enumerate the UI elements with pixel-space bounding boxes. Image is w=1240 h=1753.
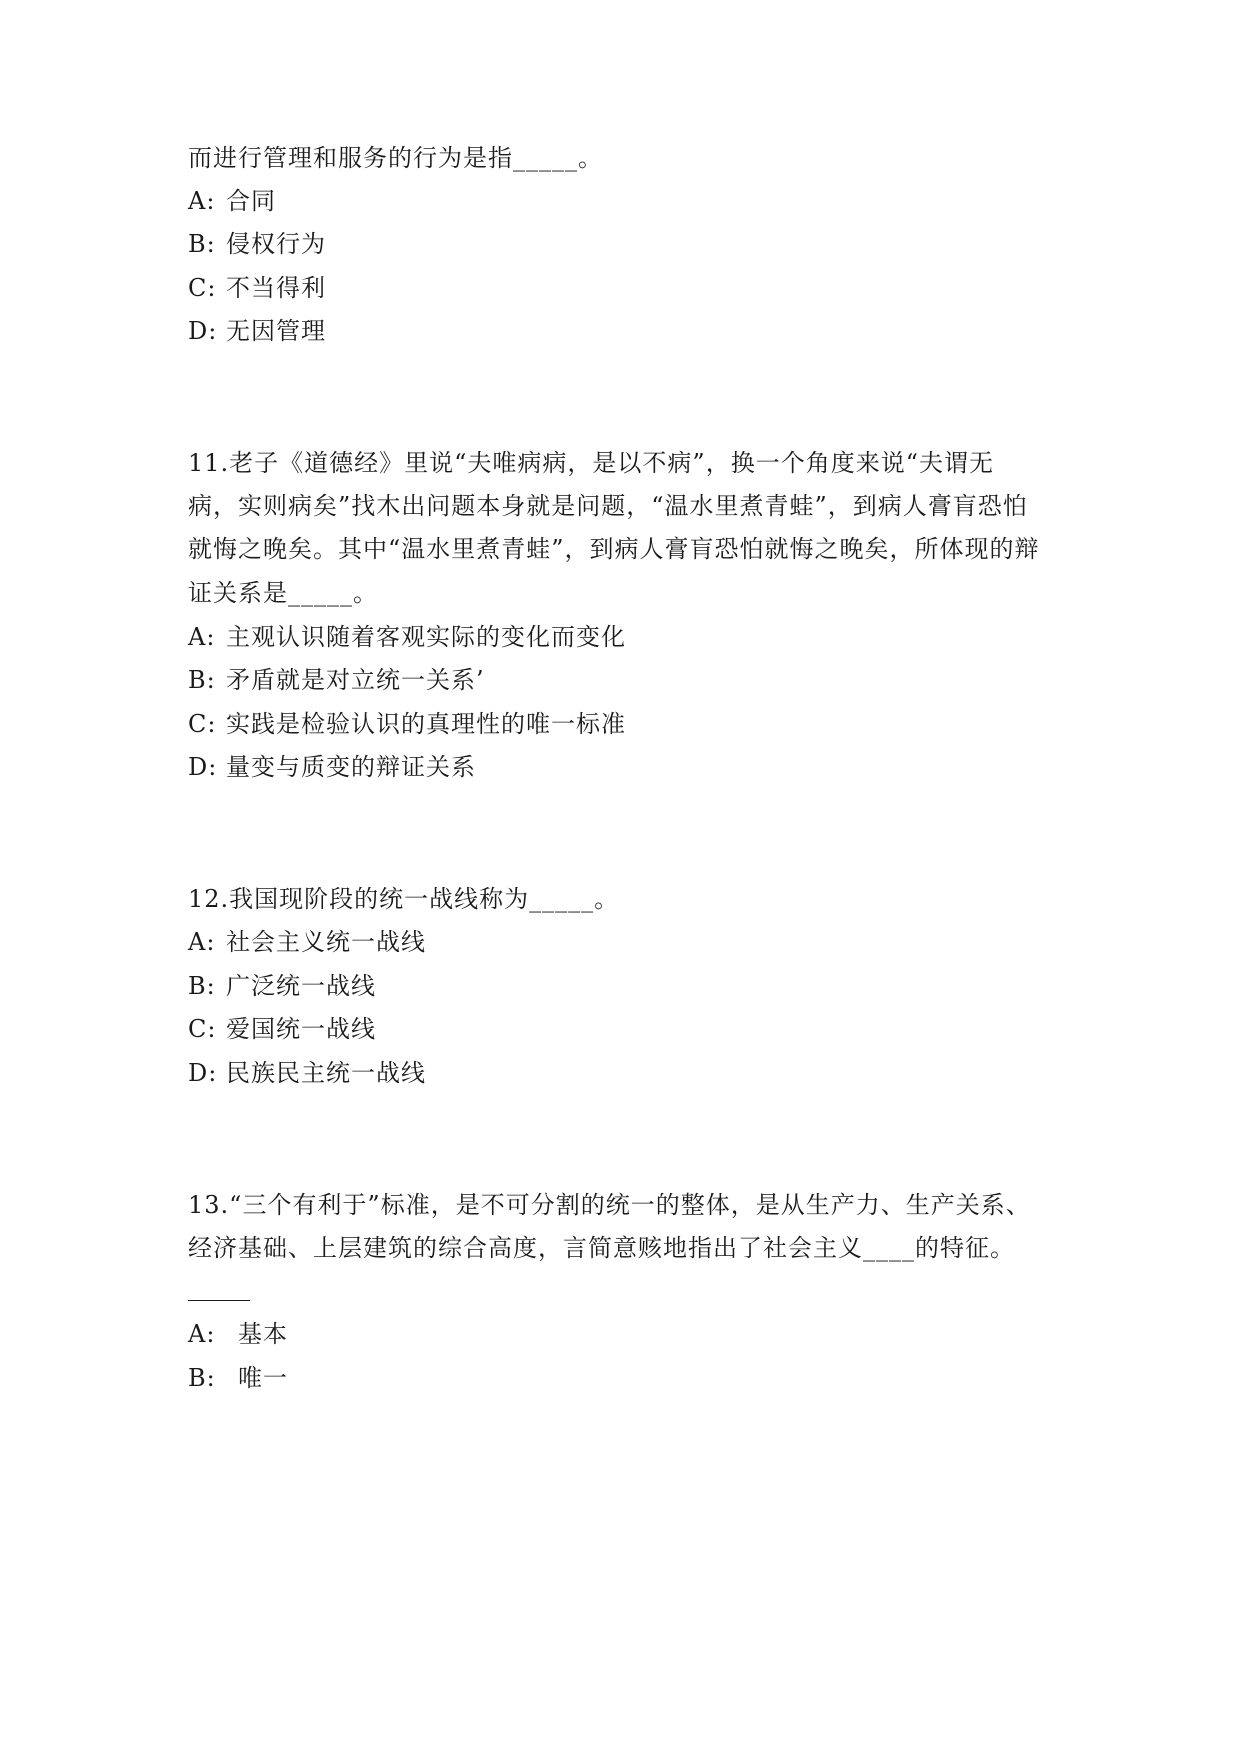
option-letter: A: [188,187,216,215]
option-letter: D: [188,753,218,781]
q12-option-b [188,971,376,1001]
q12-option-a [188,927,426,957]
q13-option-a [188,1319,288,1349]
q13-option-b [188,1363,288,1393]
option-letter: A: [188,623,216,651]
option-text: 唯一 [238,1364,288,1392]
option-text: 广泛统一战线 [226,972,376,1000]
q10-option-a [188,186,276,216]
option-letter: B: [188,1364,216,1392]
q10-option-d [188,316,326,346]
option-letter: A: [188,1320,216,1348]
option-text: 实践是检验认识的真理性的唯一标准 [226,710,626,738]
option-text: 不当得利 [226,274,326,302]
q12-option-d [188,1058,426,1088]
option-letter: B: [188,972,216,1000]
q10-option-c [188,273,326,303]
q11-stem-line-4: 证关系是_____。 [188,579,378,607]
option-text: 量变与质变的辩证关系 [226,753,476,781]
option-letter: C: [188,1015,217,1043]
option-text: 主观认识随着客观实际的变化而变化 [226,623,626,651]
q11-option-d [188,752,476,782]
option-text: 侵权行为 [226,230,326,258]
q11-option-b [188,665,485,695]
option-letter: D: [188,317,218,345]
q10-option-b [188,229,326,259]
q11-option-a [188,622,626,652]
q12-option-c [188,1014,376,1044]
option-text: 爱国统一战线 [226,1015,376,1043]
option-text: 基本 [238,1320,288,1348]
q11-stem-line-2: 病，实则病矣”找木出问题本身就是问题，“温水里煮青蛙”，到病人膏肓恐怕 [188,492,1028,520]
option-text: 合同 [226,187,276,215]
q10-stem-tail: 而进行管理和服务的行为是指_____。 [188,144,603,172]
option-text: 社会主义统一战线 [226,928,426,956]
q11-stem-line-3: 就悔之晚矣。其中“温水里煮青蛙”，到病人膏肓恐怕就悔之晚矣，所体现的辩 [188,535,1040,563]
option-text: 民族民主统一战线 [226,1059,426,1087]
option-letter: C: [188,710,217,738]
option-letter: D: [188,1059,218,1087]
option-letter: B: [188,666,216,694]
q11-option-c [188,709,626,739]
option-letter: C: [188,274,217,302]
answer-blank-rule [188,1300,250,1301]
q13-stem-line-1: 13.“三个有利于”标准，是不可分割的统一的整体，是从生产力、生产关系、 [188,1191,1031,1219]
q11-stem-line-1: 11.老子《道德经》里说“夫唯病病，是以不病”，换一个角度来说“夫谓无 [188,449,994,477]
q13-stem-line-2: 经济基础、上层建筑的综合高度，言简意赅地指出了社会主义____的特征。 [188,1234,1015,1262]
option-text: 矛盾就是对立统一关系’ [226,666,485,694]
option-letter: A: [188,928,216,956]
q12-stem: 12.我国现阶段的统一战线称为_____。 [188,885,620,913]
option-letter: B: [188,230,216,258]
option-text: 无因管理 [226,317,326,345]
